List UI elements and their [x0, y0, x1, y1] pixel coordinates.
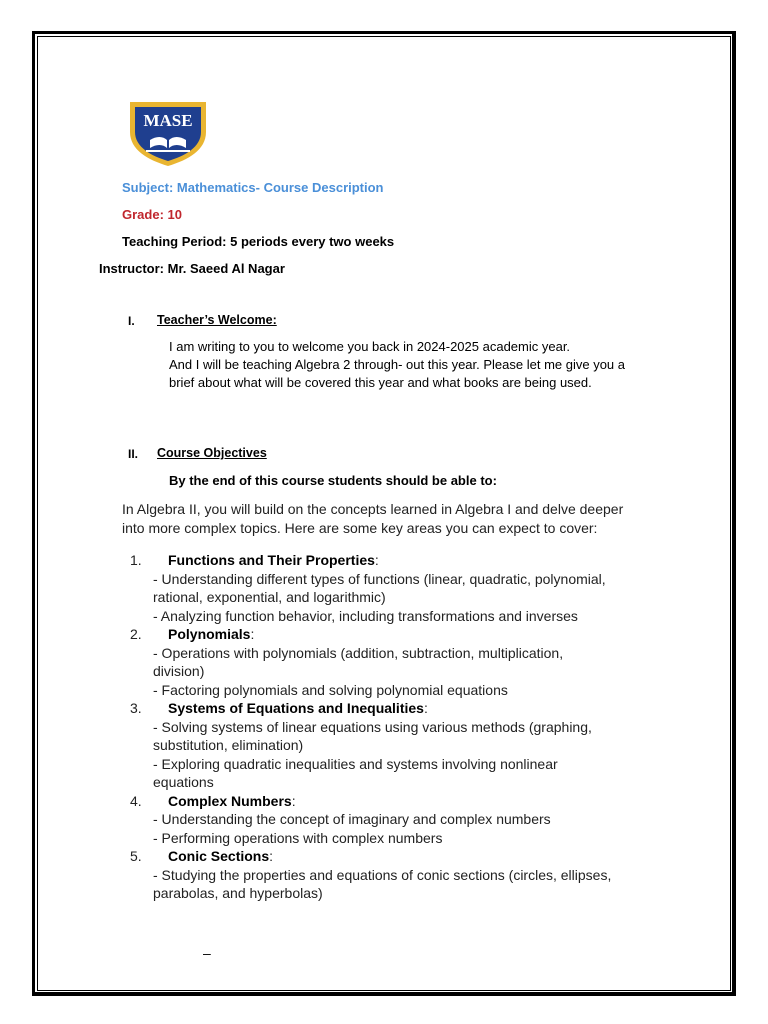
intro-paragraph [122, 500, 682, 537]
topic-number: 2. [130, 626, 142, 642]
instructor-line: Instructor: Mr. Saeed Al Nagar [99, 261, 285, 276]
intro-line: In Algebra II, you will build on the concepts learned in Algebra I and delve deeper [122, 501, 624, 517]
topic-detail: substitution, elimination) [153, 737, 304, 753]
topic-detail: - Factoring polynomials and solving polynomial equations [153, 681, 508, 698]
topic-detail: - Understanding different types of functions (linear, quadratic, polynomial, [153, 570, 606, 587]
intro-line: into more complex topics. Here are some key areas you can expect to cover: [122, 519, 598, 536]
topic-number: 4. [130, 792, 142, 809]
section2-subtitle: By the end of this course students should be able to: [169, 473, 497, 488]
topic-number: 1. [130, 552, 142, 568]
welcome-line: I am writing to you to welcome you back in 2024-2025 academic year. [169, 339, 571, 354]
topic-detail: - Operations with polynomials (addition, subtraction, multiplication, [153, 644, 564, 661]
footer-mark: – [203, 945, 211, 961]
grade-line: Grade: 10 [122, 207, 182, 222]
subject-line: Subject: Mathematics- Course Description [122, 180, 384, 195]
topic-title: Conic Sections [168, 848, 270, 864]
topic-detail: - Understanding the concept of imaginary and complex numbers [153, 811, 551, 827]
teaching-period-line: Teaching Period: 5 periods every two weeks [122, 234, 395, 249]
topic-list [130, 551, 690, 903]
topic-detail: - Analyzing function behavior, including transformations and inverses [153, 607, 578, 624]
topic-colon: : [423, 700, 428, 716]
list-item [130, 699, 690, 792]
topic-title: Polynomials [168, 626, 251, 642]
topic-number: 3. [130, 700, 142, 716]
topic-detail: - Solving systems of linear equations using various methods (graphing, [153, 718, 592, 735]
section1-number: I. [128, 314, 135, 328]
topic-detail: - Studying the properties and equations of conic sections (circles, ellipses, [153, 866, 612, 883]
list-item [130, 792, 690, 848]
topic-colon: : [269, 848, 274, 864]
topic-detail: rational, exponential, and logarithmic) [153, 589, 386, 605]
logo-text: MASE [143, 111, 193, 130]
topic-detail: division) [153, 663, 205, 679]
topic-number: 5. [130, 848, 142, 864]
topic-title: Functions and Their Properties [168, 552, 375, 568]
topic-title: Systems of Equations and Inequalities [168, 700, 424, 716]
topic-colon: : [291, 792, 296, 809]
section1-title: Teacher’s Welcome: [157, 313, 277, 327]
topic-colon: : [250, 626, 255, 642]
list-item [130, 625, 690, 699]
topic-detail: - Exploring quadratic inequalities and systems involving nonlinear [153, 755, 558, 772]
section2-number: II. [128, 447, 139, 461]
topic-detail: equations [153, 774, 214, 790]
welcome-paragraph [169, 338, 689, 392]
topic-title: Complex Numbers [168, 792, 292, 809]
topic-colon: : [374, 552, 379, 568]
school-logo [126, 98, 210, 168]
topic-detail: - Performing operations with complex numbers [153, 829, 443, 846]
welcome-line: And I will be teaching Algebra 2 through- out this year. Please let me give you a [169, 357, 625, 372]
section2-title: Course Objectives [157, 446, 267, 460]
list-item [130, 847, 690, 903]
welcome-line: brief about what will be covered this year and what books are being used. [169, 375, 592, 390]
list-item [130, 551, 690, 625]
topic-detail: parabolas, and hyperbolas) [153, 885, 323, 901]
